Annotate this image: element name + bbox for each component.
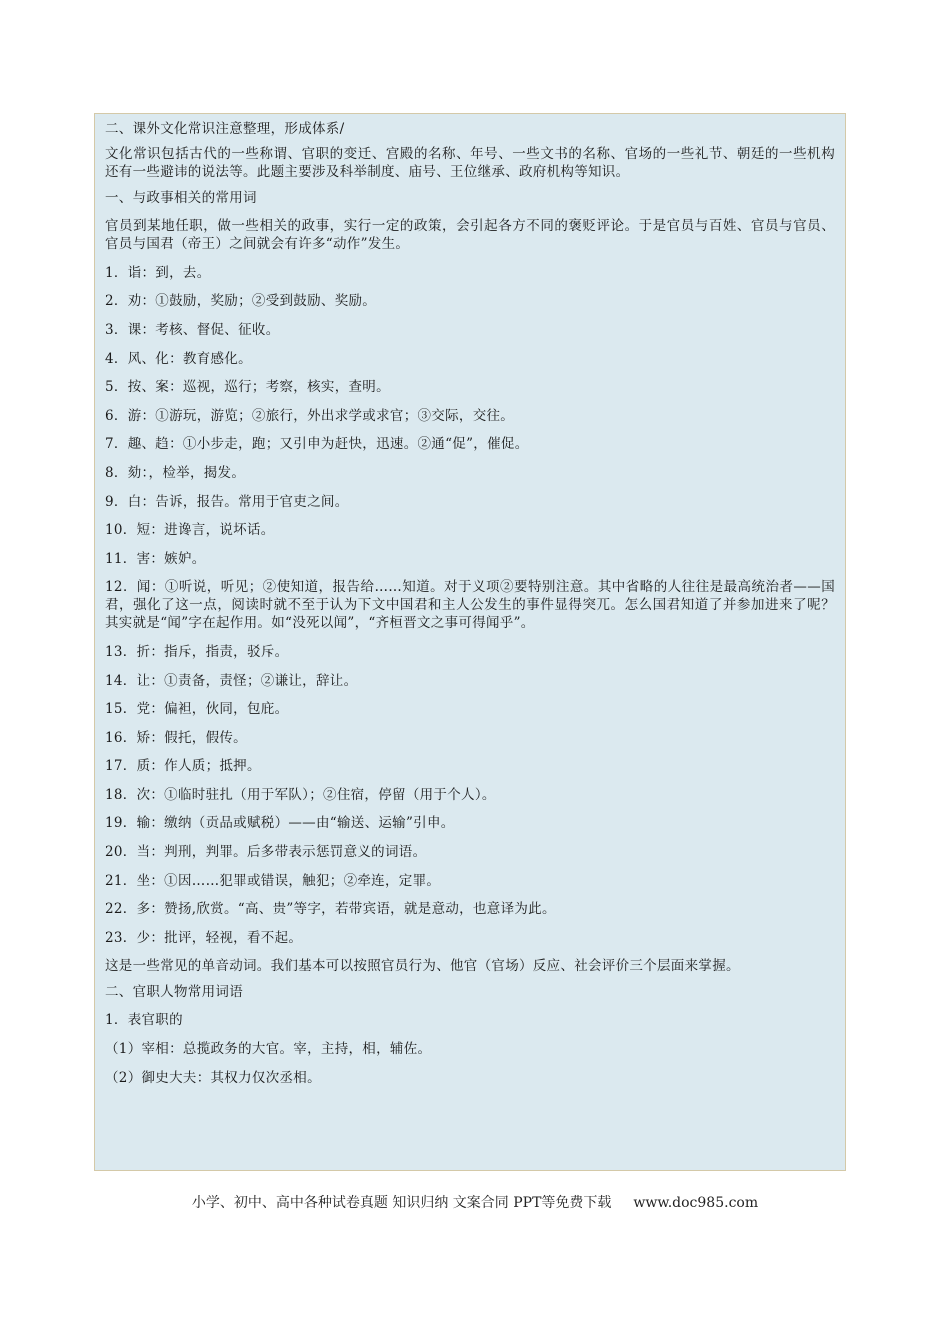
list-item: （2）御史大夫：其权力仅次丞相。 xyxy=(105,1069,321,1086)
list-item: 11．害：嫉妒。 xyxy=(105,550,206,567)
footer-text: 小学、初中、高中各种试卷真题 知识归纳 文案合同 PPT等免费下载 xyxy=(191,1195,612,1211)
intro-paragraph: 文化常识包括古代的一些称谓、官职的变迁、宫殿的名称、年号、一些文书的名称、官场的一些礼节、朝廷的一些机构还有一些避讳的说法等。此题主要涉及科举制度、庙号、王位继承、政府机构等知识。 xyxy=(105,146,835,181)
list-item: 23．少：批评，轻视，看不起。 xyxy=(105,929,303,946)
list-item: 21．坐：①因……犯罪或错误，触犯；②牵连，定罪。 xyxy=(105,872,441,889)
part1-title: 一、与政事相关的常用词 xyxy=(105,189,257,206)
content-box xyxy=(94,113,846,1171)
part1-summary: 这是一些常见的单音动词。我们基本可以按照官员行为、他官（官场）反应、社会评价三个层面来掌握。 xyxy=(105,958,740,975)
list-item: 19．输：缴纳（贡品或赋税）——由“输送、运输”引申。 xyxy=(105,815,455,832)
list-item: 5．按、案：巡视，巡行；考察，核实，查明。 xyxy=(105,379,390,396)
section-title: 二、课外文化常识注意整理，形成体系/ xyxy=(105,121,345,137)
footer xyxy=(0,1192,950,1212)
list-item: 1．诣：到，去。 xyxy=(105,264,211,281)
list-item: 8．劾：，检举，揭发。 xyxy=(105,464,246,481)
list-item: 3．课：考核、督促、征收。 xyxy=(105,321,280,338)
list-item: （1）宰相：总揽政务的大官。宰，主持，相，辅佐。 xyxy=(105,1040,432,1057)
list-item: 17．质：作人质；抵押。 xyxy=(105,758,261,775)
part1-intro: 官员到某地任职，做一些相关的政事，实行一定的政策，会引起各方不同的褒贬评论。于是官员与百姓、官员与官员、官员与国君（帝王）之间就会有许多“动作”发生。 xyxy=(105,218,835,253)
list-item: 12．闻：①听说，听见；②使知道，报告给……知道。对于义项②要特别注意。其中省略的人往往是最高统治者——国君，强化了这一点，阅读时就不至于认为下文中国君和主人公发生的事件显得突兀。怎么国君知道了并参加进来了呢？其实就是“闻”字在起作用。如“没死以闻”，“齐桓晋文之事可得闻乎”。 xyxy=(105,579,835,632)
list-item: 4．风、化：教育感化。 xyxy=(105,350,252,367)
list-item: 15．党：偏袒，伙同，包庇。 xyxy=(105,701,289,718)
list-item: 9．白：告诉，报告。常用于官吏之间。 xyxy=(105,493,349,510)
list-item: 20．当：判刑，判罪。后多带表示惩罚意义的词语。 xyxy=(105,844,427,861)
list-item: 2．劝：①鼓励，奖励；②受到鼓励、奖励。 xyxy=(105,293,377,310)
list-item: 6．游：①游玩，游览；②旅行，外出求学或求官；③交际，交往。 xyxy=(105,407,515,424)
list-item: 18．次：①临时驻扎（用于军队）；②住宿，停留（用于个人）。 xyxy=(105,786,496,803)
part2-subtitle: 1．表官职的 xyxy=(105,1012,183,1029)
list-item: 10．短：进谗言，说坏话。 xyxy=(105,522,275,539)
list-item: 14．让：①责备，责怪；②谦让，辞让。 xyxy=(105,672,358,689)
footer-site: www.doc985.com xyxy=(633,1195,759,1211)
list-item: 22．多：赞扬,欣赏。“高、贵”等字，若带宾语，就是意动，也意译为此。 xyxy=(105,901,556,918)
list-item: 16．矫：假托，假传。 xyxy=(105,729,247,746)
list-item: 7．趣、趋：①小步走，跑；又引申为赶快，迅速。②通“促”，催促。 xyxy=(105,436,529,453)
list-item: 13．折：指斥，指责，驳斥。 xyxy=(105,643,289,660)
part2-title: 二、官职人物常用词语 xyxy=(105,983,243,1000)
